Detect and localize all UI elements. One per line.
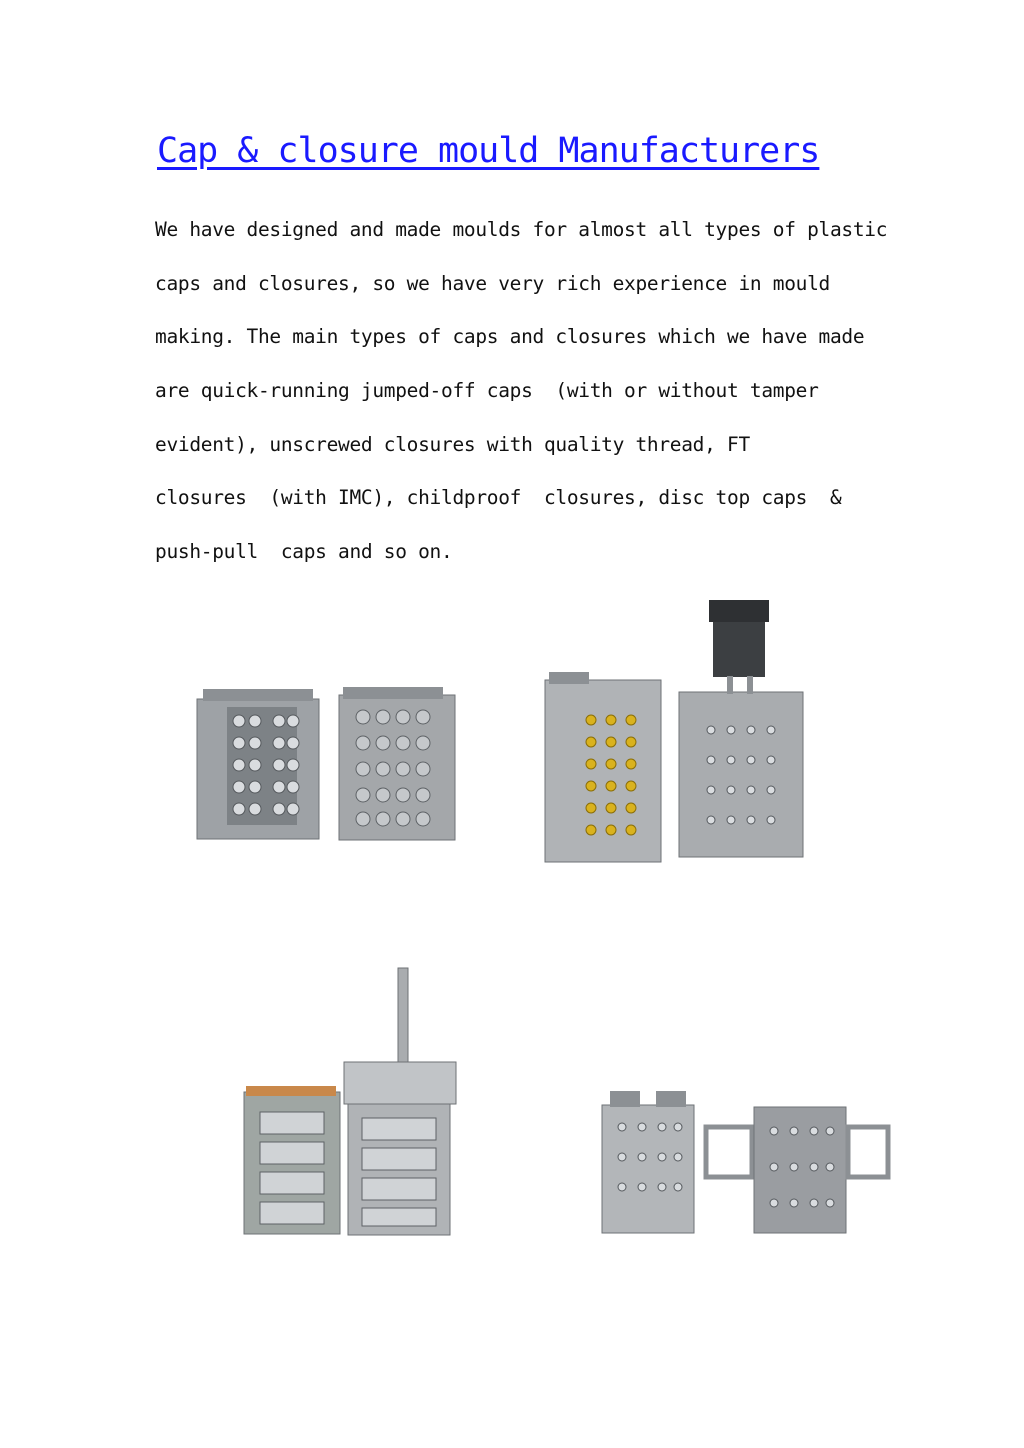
body-line: evident), unscrewed closures with quality thread, FT [155, 433, 750, 456]
body-line: We have designed and made moulds for almost all types of plastic [155, 218, 888, 241]
mould-photo-1 [193, 685, 458, 845]
mould-photo-4 [598, 1087, 894, 1237]
body-line: are quick-running jumped-off caps (with or without tamper [155, 379, 819, 402]
body-line: closures (with IMC), childproof closures, disc top caps & [155, 486, 842, 509]
document-title[interactable]: Cap & closure mould Manufacturers [157, 131, 820, 171]
body-line: push-pull caps and so on. [155, 540, 453, 563]
body-line: caps and closures, so we have very rich experience in mould [155, 272, 830, 295]
mould-photo-3 [240, 962, 465, 1238]
mould-photo-2 [541, 600, 806, 868]
body-line: making. The main types of caps and closures which we have made [155, 325, 865, 348]
